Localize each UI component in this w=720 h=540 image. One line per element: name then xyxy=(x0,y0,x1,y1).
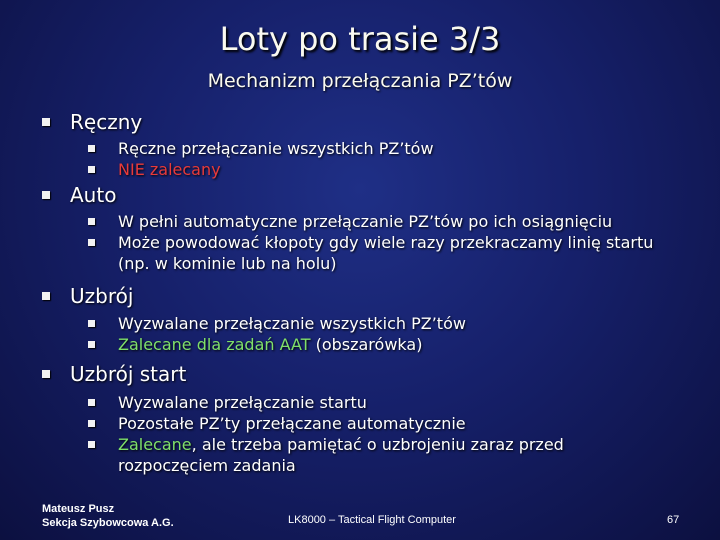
author-organization: Sekcja Szybowcowa A.G. xyxy=(42,517,174,529)
square-bullet-icon xyxy=(88,341,95,348)
item-text: (obszarówka) xyxy=(310,335,423,354)
warning-text: NIE zalecany xyxy=(118,160,221,179)
section-label: Uzbrój start xyxy=(70,362,187,386)
recommended-text: Zalecane xyxy=(118,435,192,454)
list-item xyxy=(88,211,678,232)
item-text: Może powodować kłopoty gdy wiele razy przekraczamy linię startu (np. w kominie lub na holu) xyxy=(118,233,654,273)
section-arm xyxy=(40,284,700,308)
item-text: Pozostałe PZ’ty przełączane automatycznie xyxy=(118,414,466,433)
bullet-list xyxy=(40,110,700,476)
square-bullet-icon xyxy=(42,118,50,126)
item-text: Wyzwalane przełączanie wszystkich PZ’tów xyxy=(118,314,466,333)
square-bullet-icon xyxy=(42,292,50,300)
slide-subtitle: Mechanizm przełączania PZ’tów xyxy=(207,70,513,92)
section-label: Ręczny xyxy=(70,110,143,134)
list-item xyxy=(88,159,678,180)
square-bullet-icon xyxy=(88,218,95,225)
square-bullet-icon xyxy=(42,370,50,378)
footer-title: LK8000 – Tactical Flight Computer xyxy=(288,514,456,526)
list-item xyxy=(88,313,678,334)
section-label: Auto xyxy=(70,183,117,207)
item-text: , ale trzeba pamiętać o uzbrojeniu zaraz przed rozpoczęciem zadania xyxy=(118,435,564,475)
page-number: 67 xyxy=(667,514,680,526)
section-auto xyxy=(40,183,700,207)
square-bullet-icon xyxy=(88,399,95,406)
square-bullet-icon xyxy=(88,320,95,327)
square-bullet-icon xyxy=(88,441,95,448)
square-bullet-icon xyxy=(88,420,95,427)
section-manual xyxy=(40,110,700,134)
list-item xyxy=(88,334,678,355)
square-bullet-icon xyxy=(42,191,50,199)
square-bullet-icon xyxy=(88,166,95,173)
author-name: Mateusz Pusz xyxy=(42,503,115,515)
list-item xyxy=(88,232,678,274)
section-label: Uzbrój xyxy=(70,284,134,308)
list-item xyxy=(88,413,678,434)
slide-title: Loty po trasie 3/3 xyxy=(219,20,501,58)
item-text: Ręczne przełączanie wszystkich PZ’tów xyxy=(118,139,434,158)
list-item xyxy=(88,434,678,476)
square-bullet-icon xyxy=(88,239,95,246)
item-text: Wyzwalane przełączanie startu xyxy=(118,393,367,412)
footer-author xyxy=(42,502,174,530)
square-bullet-icon xyxy=(88,145,95,152)
recommended-text: Zalecane dla zadań AAT xyxy=(118,335,311,354)
list-item xyxy=(88,392,678,413)
list-item xyxy=(88,138,678,159)
section-arm-start xyxy=(40,362,700,386)
item-text: W pełni automatyczne przełączanie PZ’tów po ich osiągnięciu xyxy=(118,212,613,231)
